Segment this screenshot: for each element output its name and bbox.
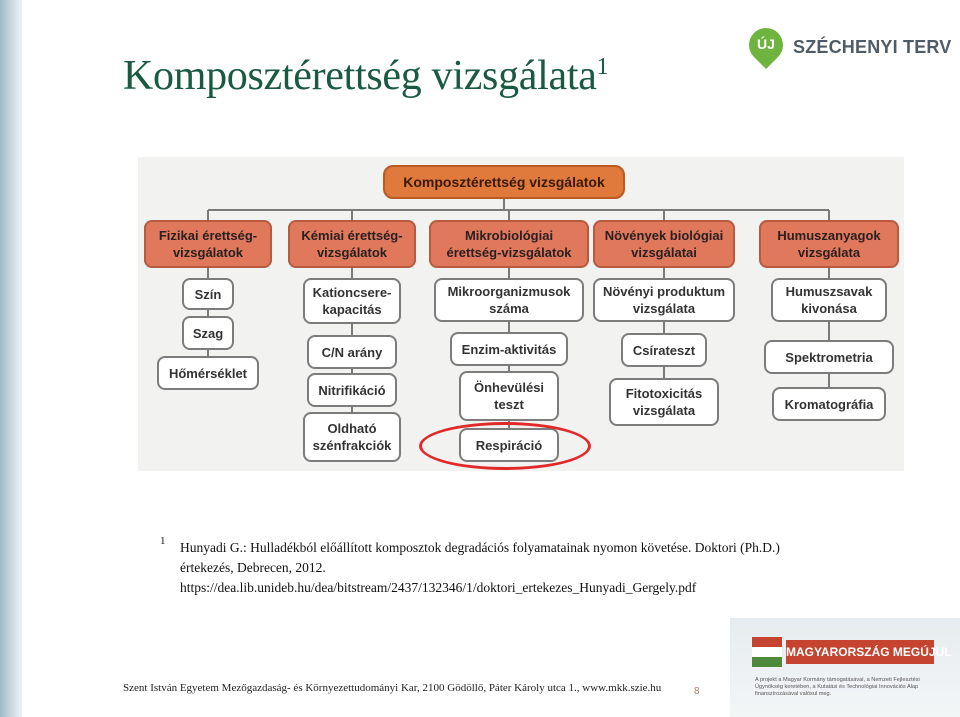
logo-brand-text: SZÉCHENYI TERV [793,37,952,57]
test-item-4-3: Fitotoxicitás vizsgálata [609,378,719,426]
test-item-1-3: Hőmérséklet [157,356,259,390]
magyar-logo-text: MAGYARORSZÁG MEGÚJUL [786,640,934,664]
category-header-4: Növények biológiai vizsgálatai [593,220,735,268]
test-item-1-2: Szag [182,316,234,350]
test-item-3-3: Önhevülési teszt [459,371,559,421]
funding-small-print: A projekt a Magyar Kormány támogatásával, a Nemzeti Fejlesztési Ügynökség keretében, a Kutatási és Technológiai Innovációs Alap finanszírozásával valósul meg. [755,677,920,697]
test-item-2-3: Nitrifikáció [307,373,397,407]
test-item-5-1: Humuszsavak kivonása [771,278,887,322]
test-item-2-2: C/N arány [307,335,397,369]
category-header-1: Fizikai érettség- vizsgálatok [144,220,272,268]
test-item-1-1: Szín [182,278,234,310]
footer-institution: Szent István Egyetem Mezőgazdaság- és Környezettudományi Kar, 2100 Gödöllő, Páter Károly utca 1., www.mkk.szie.hu [123,682,662,694]
test-item-3-2: Enzim-aktivitás [450,332,568,366]
test-item-3-1: Mikroorganizmusok száma [434,278,584,322]
category-header-3: Mikrobiológiai érettség-vizsgálatok [429,220,589,268]
test-item-4-2: Csírateszt [621,333,707,367]
category-header-5: Humuszanyagok vizsgálata [759,220,899,268]
page-number: 8 [694,686,700,697]
test-item-4-1: Növényi produktum vizsgálata [593,278,735,322]
footnote-url[interactable]: https://dea.lib.unideb.hu/dea/bitstream/2437/132346/1/doktori_ertekezes_Hunyadi_Gergely.pdf [180,580,697,595]
test-item-5-2: Spektrometria [764,340,894,374]
diagram-root: Komposztérettség vizsgálatok [383,165,625,199]
footnote-number: 1 [160,535,166,547]
test-item-3-4: Respiráció [459,428,559,462]
category-header-2: Kémiai érettség- vizsgálatok [288,220,416,268]
magyarorszag-megujul-logo [752,633,952,671]
test-item-2-1: Kationcsere- kapacitás [303,278,401,324]
slide-title: Komposztérettség vizsgálata$^1$ [123,53,609,99]
szechenyi-terv-logo [743,26,952,88]
respiracio-highlight-ellipse [419,422,591,470]
test-item-5-3: Kromatográfia [772,387,886,421]
test-item-2-4: Oldható szénfrakciók [303,412,401,462]
logo-badge: ÚJ [757,36,775,52]
maturity-test-diagram [138,157,904,471]
hungarian-flag-icon [752,637,782,667]
footnote-line-2: értekezés, Debrecen, 2012. [180,560,326,575]
left-decorative-bar [0,0,22,717]
footnote-marker: 1 [596,54,609,80]
footnote-line-1: Hunyadi G.: Hulladékból előállított komposztok degradációs folyamatainak nyomon követése. Doktori (Ph.D.) [180,540,780,555]
